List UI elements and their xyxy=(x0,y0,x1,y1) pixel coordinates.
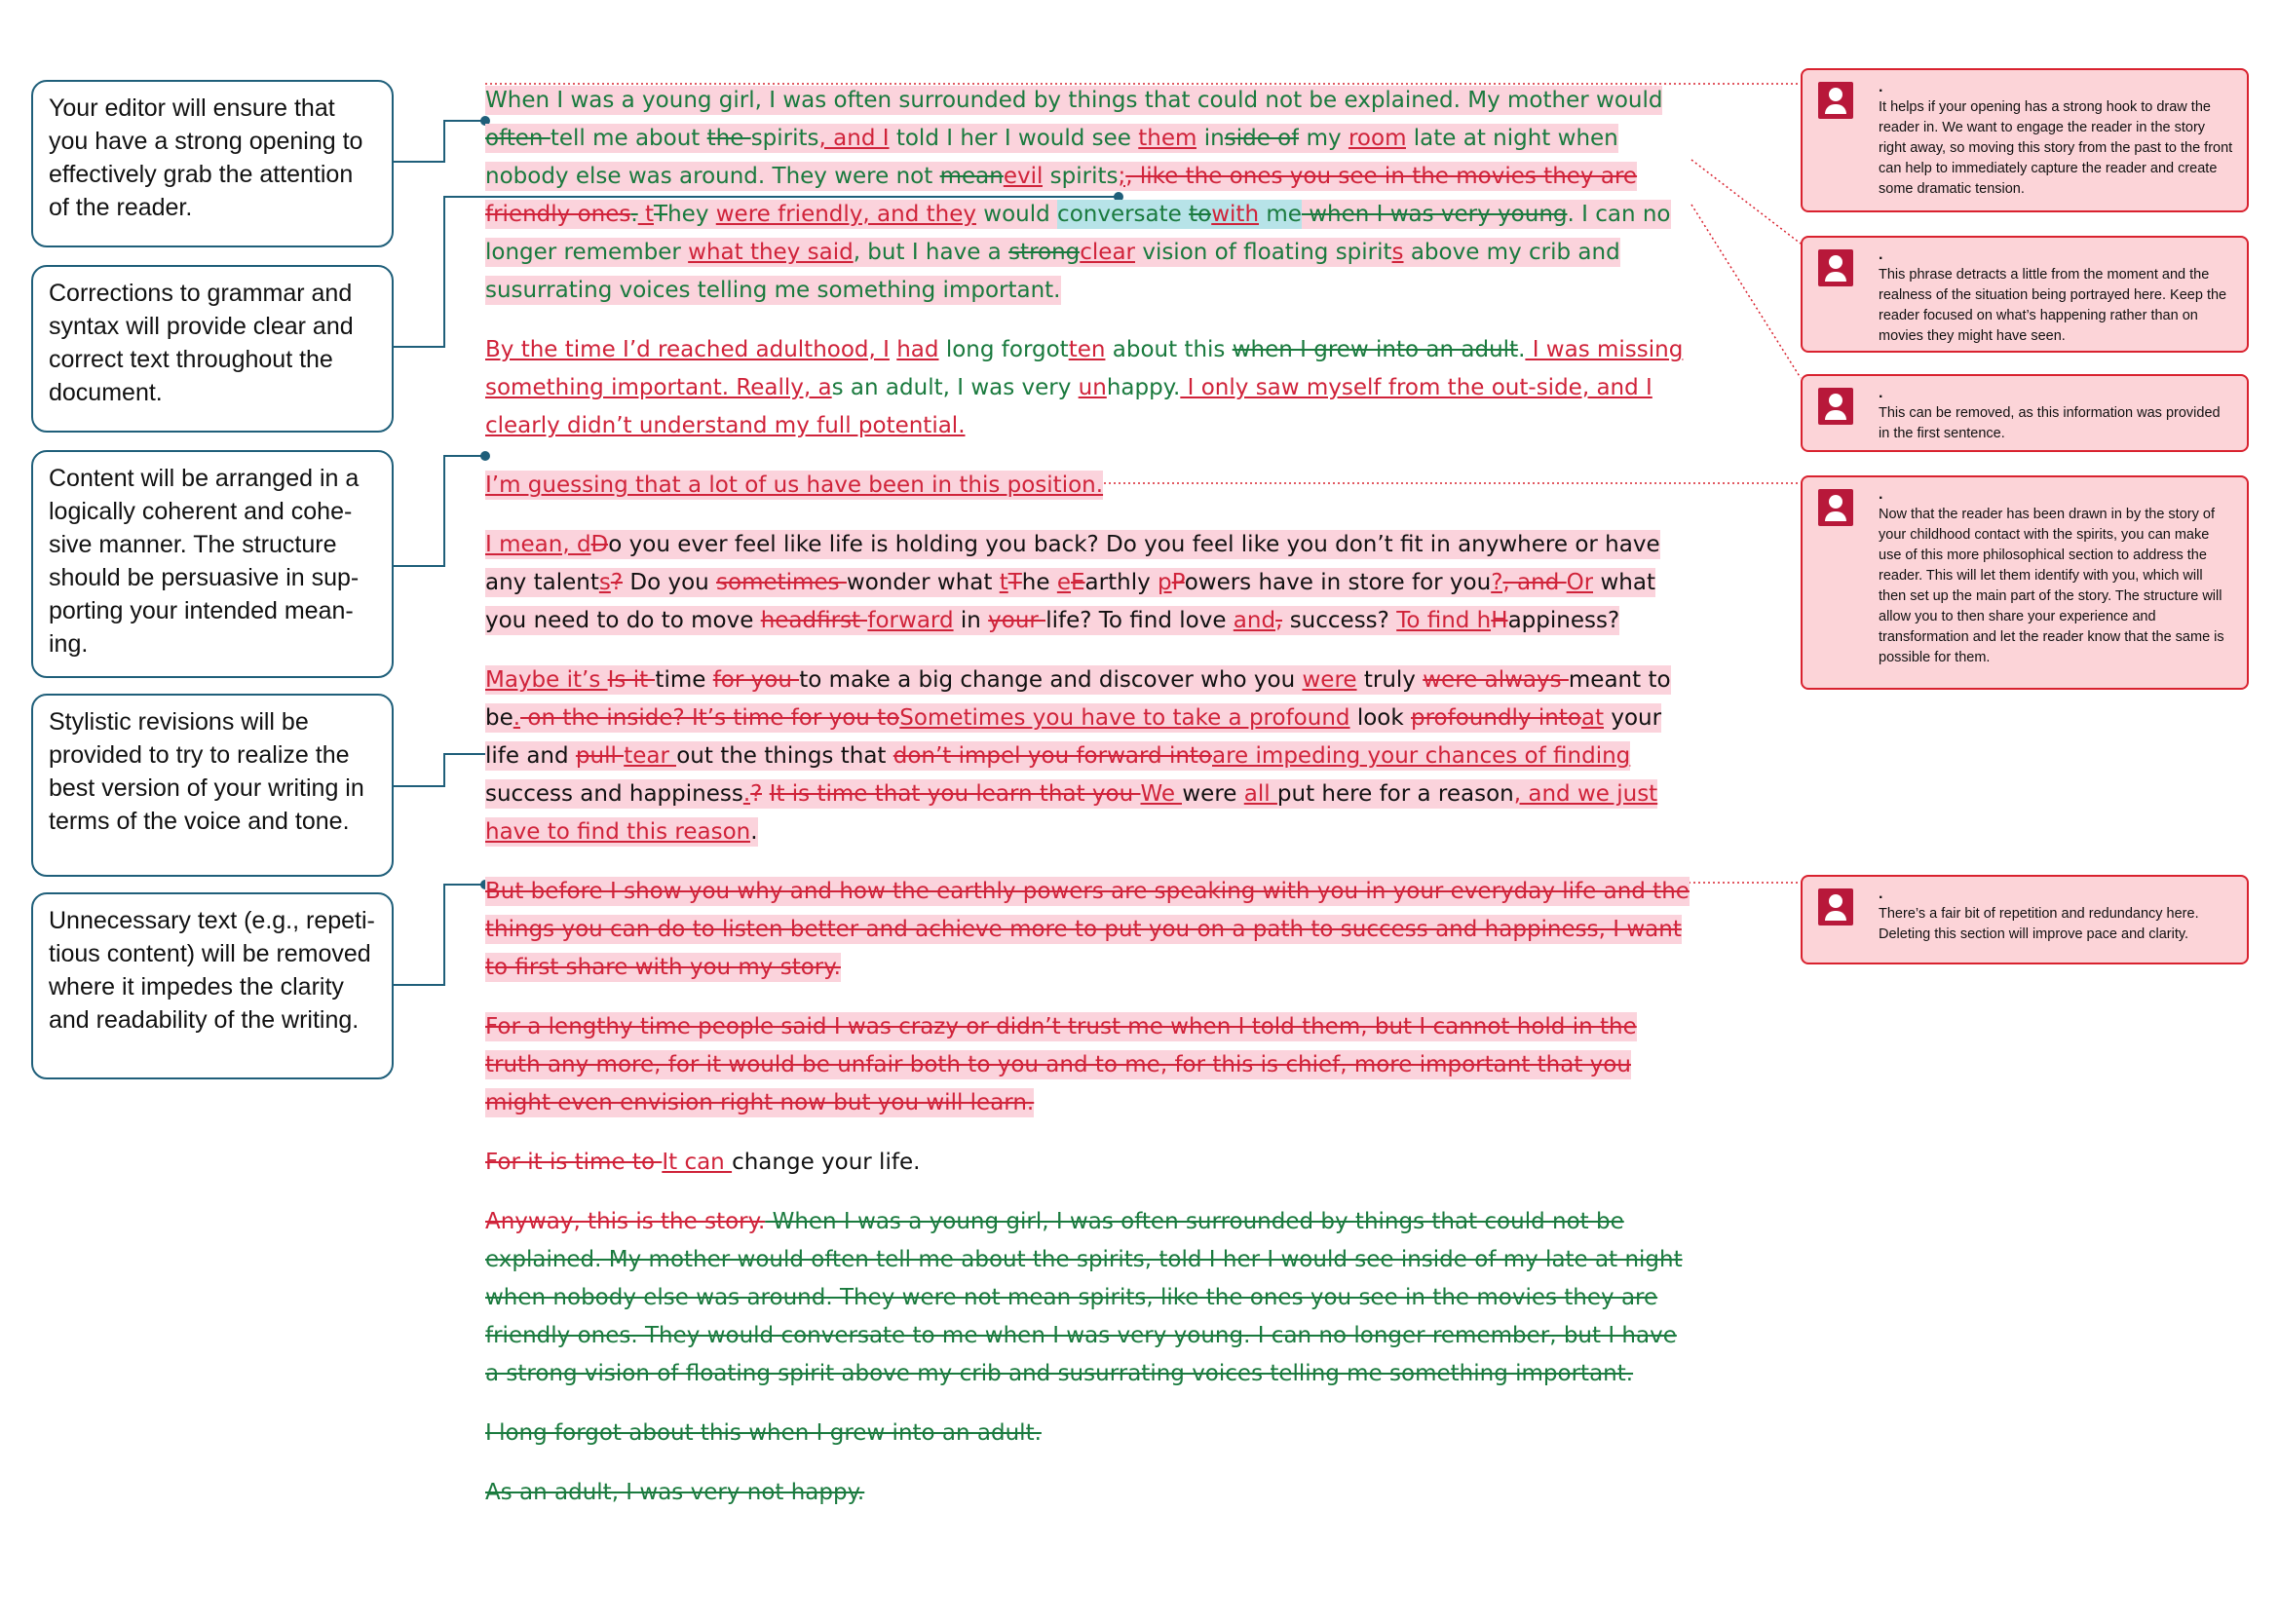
inserted-text: . xyxy=(513,705,521,731)
inserted-text: them xyxy=(1138,126,1197,151)
deleted-text: on the inside? It’s time for you to xyxy=(520,705,900,731)
text-run: out the things that xyxy=(676,743,893,769)
text-run: hey xyxy=(667,202,716,227)
inserted-text: all xyxy=(1243,781,1277,807)
deleted-text: But before I show you why and how the earthly powers are speaking with you in your everyday life and the things you can do to listen better and achieve more to put you on a path to success and happiness, I want to first share with you my story. xyxy=(485,879,1690,980)
inserted-text: t xyxy=(999,570,1008,595)
deleted-text: E xyxy=(1071,570,1085,595)
text-run: time xyxy=(655,667,713,693)
comment-balloon[interactable] xyxy=(1801,875,2249,964)
deleted-text: ? xyxy=(750,781,763,807)
text-run: meant to be xyxy=(485,667,1671,731)
document-paragraph xyxy=(485,82,1693,310)
deleted-text: , and xyxy=(1502,570,1567,595)
text-run: change your life. xyxy=(732,1150,921,1175)
inserted-text: were xyxy=(1302,667,1357,693)
document-paragraph xyxy=(485,331,1693,445)
comment-text: This phrase detracts a little from the moment and the realness of the situation being portrayed here. Keep the reader focused on what’s happening rather than on movies they might have seen. xyxy=(1879,267,2227,344)
text-run: happy. xyxy=(1106,375,1181,400)
comment-author: . xyxy=(1879,79,1883,95)
comment-author: . xyxy=(1879,246,1883,263)
deleted-text: For a lengthy time people said I was crazy or didn’t trust me when I told them, but I cannot hold in the truth any more, for it would be unfair both to you and to me, for this is chief, more important that you might even envision right now but you will learn. xyxy=(485,1014,1637,1115)
document-paragraph xyxy=(485,467,1693,505)
document-paragraph xyxy=(485,873,1693,987)
deleted-text: . xyxy=(630,202,638,227)
text-run: to make a big change and discover who you xyxy=(799,667,1303,693)
inserted-text: s xyxy=(598,570,611,595)
deleted-text: the xyxy=(706,126,751,151)
text-run: in xyxy=(953,608,989,633)
comment-author: . xyxy=(1879,385,1883,401)
comment-balloon[interactable] xyxy=(1801,68,2249,212)
text-run: late at night when nobody else was around. They were not xyxy=(485,126,1618,189)
text-run: life? To find love xyxy=(1045,608,1234,633)
text-run: your life and xyxy=(485,705,1662,769)
deleted-text: I long forgot about this when I grew into an adult. xyxy=(485,1420,1042,1446)
text-run: . xyxy=(750,819,758,845)
callout-grammar xyxy=(31,265,394,433)
inserted-text: at xyxy=(1580,705,1605,731)
deleted-text: side of xyxy=(1224,126,1300,151)
inserted-text: To find h xyxy=(1396,608,1492,633)
text-run: conversate xyxy=(1057,202,1190,227)
inserted-text: Or xyxy=(1566,570,1594,595)
callout-unnecessary xyxy=(31,892,394,1079)
comment-author: . xyxy=(1879,886,1883,902)
document-paragraph xyxy=(485,661,1693,851)
inserted-text: tear xyxy=(624,743,677,769)
inserted-text: ; xyxy=(1118,164,1126,189)
callout-text: Your editor will ensure that you have a strong opening to effectively grab the attention of the reader. xyxy=(49,94,363,221)
callout-text: Content will be arranged in a logically coherent and cohe-sive manner. The structure should be persuasive in sup-porting your intended mean-ing. xyxy=(49,465,360,658)
deleted-text: when I was very young xyxy=(1301,202,1568,227)
inserted-text: I’m guessing that a lot of us have been in this position. xyxy=(485,472,1104,498)
deleted-text: your xyxy=(988,608,1046,633)
inserted-text: room xyxy=(1348,126,1407,151)
text-run: My mother would xyxy=(1467,88,1663,113)
callout-style xyxy=(31,694,394,877)
text-run: success? xyxy=(1282,608,1397,633)
inserted-text: un xyxy=(1078,375,1107,400)
document-paragraph xyxy=(485,1008,1693,1122)
text-run: arthly xyxy=(1084,570,1158,595)
user-avatar-icon xyxy=(1818,388,1853,425)
text-run: wonder what xyxy=(846,570,1000,595)
comment-balloon[interactable] xyxy=(1801,475,2249,690)
deleted-text: P xyxy=(1171,570,1185,595)
deleted-text: D xyxy=(590,532,609,557)
deleted-text: T xyxy=(654,202,668,227)
document-paragraph xyxy=(485,1144,1693,1182)
comment-text: It helps if your opening has a strong hook to draw the reader in. We want to engage the reader in the story right away, so moving this story from the past to the front can help to immediately capture the reader and create some dramatic tension. xyxy=(1879,99,2233,197)
inserted-text: with xyxy=(1211,202,1260,227)
deleted-text: mean xyxy=(939,164,1004,189)
text-run: me xyxy=(1259,202,1302,227)
text-run xyxy=(762,779,769,809)
document-paragraph xyxy=(485,1474,1693,1512)
inserted-text: . xyxy=(742,781,751,807)
document-paragraph xyxy=(485,526,1693,640)
inserted-text: had xyxy=(896,337,939,362)
deleted-text: Anyway, this is the story. xyxy=(485,1209,766,1234)
deleted-text: when I grew into an adult xyxy=(1232,337,1519,362)
deleted-text: often xyxy=(485,126,551,151)
text-run: truly xyxy=(1356,667,1424,693)
inserted-text: I mean, d xyxy=(485,532,591,557)
text-run: spirits xyxy=(1043,164,1119,189)
deleted-text: As an adult, I was very not happy. xyxy=(485,1480,865,1505)
callout-text: Unnecessary text (e.g., repeti-tious content) will be removed where it impedes the clarity and readability of the writing. xyxy=(49,907,375,1034)
document-paragraph xyxy=(485,1415,1693,1453)
text-run: appiness? xyxy=(1507,608,1620,633)
text-run: told I her I would see xyxy=(889,126,1139,151)
inserted-text: , and I xyxy=(818,126,890,151)
deleted-text: profoundly into xyxy=(1411,705,1581,731)
callout-text: Corrections to grammar and syntax will provide clear and correct text throughout the document. xyxy=(49,280,354,406)
document-body xyxy=(485,82,1693,1533)
inserted-text: e xyxy=(1056,570,1071,595)
deleted-text: Is it xyxy=(607,667,656,693)
text-run: s an adult, I was very xyxy=(831,375,1079,400)
text-run: would xyxy=(975,202,1058,227)
user-avatar-icon xyxy=(1818,489,1853,526)
deleted-text: were always xyxy=(1423,667,1569,693)
inserted-text: I only saw myself from the out-side, and I clearly didn’t understand my full potential. xyxy=(485,375,1652,438)
inserted-text: were friendly, and they xyxy=(715,202,976,227)
deleted-text: T xyxy=(1007,570,1022,595)
text-run: spirits xyxy=(750,126,819,151)
text-run: . I can no longer remember xyxy=(485,202,1671,265)
inserted-text: s xyxy=(1391,240,1404,265)
text-run: were xyxy=(1182,781,1244,807)
deleted-text: headfirst xyxy=(760,608,868,633)
inserted-text: I was missing something important. Really, a xyxy=(485,337,1684,400)
inserted-text: are impeding your chances of finding xyxy=(1212,743,1631,769)
deleted-text: to xyxy=(1189,202,1212,227)
deleted-text: When I was a young girl, I was often surrounded by things that could not be explained. My mother would often tell me about the spirits, told I her I would see inside of my late at night when nobody else was around. They were not mean spirits, like the ones you see in the movies they are friendly ones. They would conversate to me when I was very young. I can no longer remember, but I have a strong vision of floating spirit above my crib and susurrating voices telling me something important. xyxy=(485,1209,1683,1386)
document-paragraph xyxy=(485,1203,1693,1393)
text-run: When I was a young girl, I was often surrounded by things that could not be explained. xyxy=(485,88,1468,113)
text-run: in xyxy=(1196,126,1225,151)
comment-text: Now that the reader has been drawn in by the story of your childhood contact with the spirits, you can make use of this more philosophical section to address the reader. This will let them identify with you, which will then set up the main part of the story. The structure will allow you to then share your experience and transformation and let the reader know that the same is possible for them. xyxy=(1879,507,2224,665)
inserted-text: Sometimes you have to take a profound xyxy=(899,705,1350,731)
text-run: success and happiness xyxy=(485,781,743,807)
inserted-text: clear xyxy=(1080,240,1136,265)
inserted-text: and xyxy=(1233,608,1276,633)
text-run: put here for a reason xyxy=(1276,781,1514,807)
inserted-text: It can xyxy=(662,1150,733,1175)
comment-balloon[interactable] xyxy=(1801,236,2249,353)
text-run: above my crib and susurrating voices telling me something important. xyxy=(485,240,1620,303)
callout-strong-opening xyxy=(31,80,394,247)
inserted-text: , and we just have to find this reason xyxy=(485,781,1658,845)
user-avatar-icon xyxy=(1818,888,1853,925)
deleted-text: strong xyxy=(1008,240,1081,265)
inserted-text: forward xyxy=(867,608,954,633)
callout-text: Stylistic revisions will be provided to try to realize the best version of your writing in terms of the voice and tone. xyxy=(49,708,364,835)
deleted-text: , xyxy=(1275,608,1283,633)
text-run: he xyxy=(1021,570,1057,595)
deleted-text: For it is time to xyxy=(485,1150,663,1175)
deleted-text: pull xyxy=(575,743,625,769)
inserted-text: We xyxy=(1140,781,1183,807)
text-run: about this xyxy=(1105,337,1233,362)
text-run: owers have in store for you xyxy=(1184,570,1492,595)
comment-balloon[interactable] xyxy=(1801,374,2249,452)
callout-structure xyxy=(31,450,394,678)
text-run: tell me about xyxy=(550,126,707,151)
deleted-text: ? xyxy=(610,570,624,595)
deleted-text: H xyxy=(1491,608,1508,633)
text-run: look xyxy=(1349,705,1411,731)
text-run: o you ever feel like life is holding you back? Do you feel like you don’t fit in anywhere or have any talent xyxy=(485,532,1660,595)
inserted-text: p xyxy=(1158,570,1172,595)
text-run: long forgot xyxy=(938,337,1069,362)
text-run: . xyxy=(1518,337,1526,362)
comment-text: There’s a fair bit of repetition and redundancy here. Deleting this section will improve pace and clarity. xyxy=(1879,906,2199,942)
inserted-text: By the time I’d reached adulthood, I xyxy=(485,337,890,362)
inserted-text: t xyxy=(637,202,655,227)
comment-text: This can be removed, as this information was provided in the first sentence. xyxy=(1879,405,2221,441)
inserted-text: ? xyxy=(1491,570,1503,595)
text-run: Do you xyxy=(623,570,717,595)
text-run: vision of floating spirit xyxy=(1135,240,1392,265)
text-run: my xyxy=(1299,126,1348,151)
user-avatar-icon xyxy=(1818,249,1853,286)
inserted-text: ten xyxy=(1068,337,1106,362)
deleted-text: don’t impel you forward into xyxy=(893,743,1213,769)
inserted-text: Maybe it’s xyxy=(485,667,608,693)
deleted-text: , like the ones you see in the movies they are friendly ones xyxy=(485,164,1638,227)
deleted-text: It is time that you learn that you xyxy=(769,781,1141,807)
text-run: , but I have a xyxy=(853,240,1009,265)
deleted-text: for you xyxy=(712,667,800,693)
user-avatar-icon xyxy=(1818,82,1853,119)
comment-author: . xyxy=(1879,486,1883,503)
text-run: what you need to do to move xyxy=(485,570,1655,633)
deleted-text: sometimes xyxy=(716,570,847,595)
inserted-text: what they said xyxy=(688,240,854,265)
inserted-text: evil xyxy=(1003,164,1044,189)
